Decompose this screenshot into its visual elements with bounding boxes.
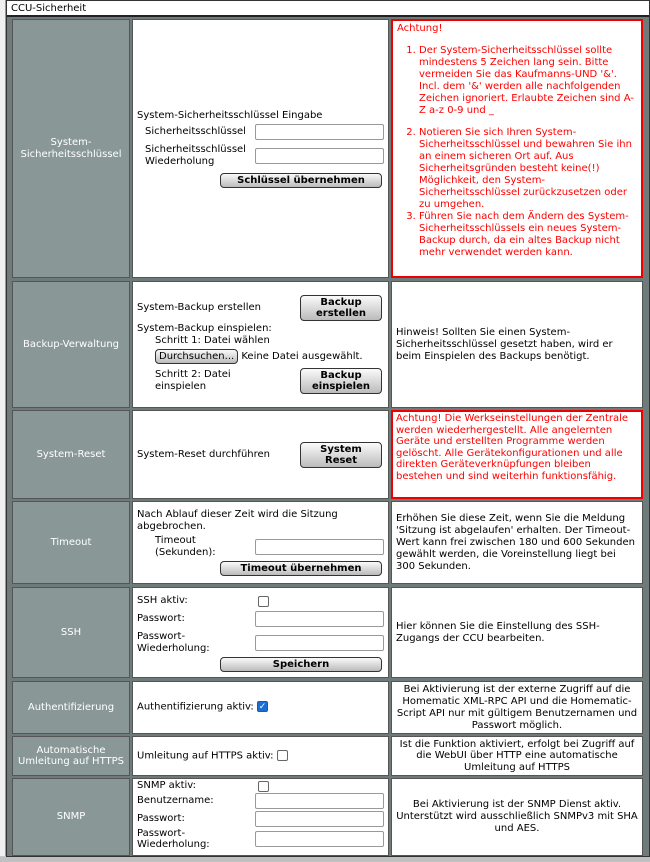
row-label-snmp: SNMP xyxy=(12,778,130,856)
https-form xyxy=(132,736,389,776)
row-label-auth: Authentifizierung xyxy=(12,681,130,734)
snmp-username-label: Benutzername: xyxy=(137,795,214,806)
reset-form xyxy=(132,410,389,499)
timeout-form xyxy=(132,501,389,584)
timeout-label: Timeout (Sekunden): xyxy=(155,535,216,558)
row-label-timeout: Timeout xyxy=(12,501,130,584)
warning-item: 3. Führen Sie nach dem Ändern des System-Sicherheitsschlüssels ein neues System-Backup durch, da ein altes Backup nicht mehr verwendet werden kann. xyxy=(419,211,637,259)
no-file-label: Keine Datei ausgewählt. xyxy=(241,351,363,362)
reset-warning: Achtung! Die Werkseinstellungen der Zentrale werden wiederhergestellt. Alle angelernten Geräte und erstellten Programme werden gelöscht. Alle Gerätekonfigurationen und alle direkten Geräteverknüpfungen bleiben bestehen und sind weiterhin funktionsfähig. xyxy=(391,410,643,499)
key-warning xyxy=(391,19,643,278)
row-label-ssh: SSH xyxy=(12,587,130,678)
backup-form xyxy=(132,281,389,408)
row-label-security-key: System-Sicherheitsschlüssel xyxy=(12,19,130,278)
warning-item: 1. Der System-Sicherheitsschlüssel sollte mindestens 5 Zeichen lang sein. Bitte vermeiden Sie das Kaufmanns-UND '&'. Incl. dem '&' werden alle nachfolgenden Zeichen ignoriert. Erlaubte Zeichen sind A-Z a-z 0-9 und _ xyxy=(419,45,637,117)
snmp-info: Bei Aktivierung ist der SNMP Dienst aktiv. Unterstützt wird ausschließlich SNMPv3 mit SHA und AES. xyxy=(391,778,643,856)
snmp-form xyxy=(132,778,389,856)
auth-info: Bei Aktivierung ist der externe Zugriff auf die Homematic XML-RPC API und die Homematic-Script API nur mit gültigem Benutzernamen und Passwort möglich. xyxy=(391,681,643,734)
warning-item: 2. Notieren Sie sich Ihren System-Sicherheitsschlüssel und bewahren Sie ihn an einem sicheren Ort auf. Aus Sicherheitsgründen besteht keine(!) Möglichkeit, den System-Sicherheitsschlüssel zurückzusetzen oder zu umgehen. xyxy=(419,127,637,211)
timeout-description: Nach Ablauf dieser Zeit wird die Sitzung abgebrochen. xyxy=(137,509,338,532)
snmp-active-label: SNMP aktiv: xyxy=(137,780,197,791)
ssh-info: Hier können Sie die Einstellung des SSH-Zugangs der CCU bearbeiten. xyxy=(391,587,643,678)
snmp-password-label: Passwort: xyxy=(137,813,185,824)
ssh-form xyxy=(132,587,389,678)
save-ssh-button[interactable]: Speichern xyxy=(220,657,382,672)
reset-label: System-Reset durchführen xyxy=(137,448,271,460)
auth-active-label: Authentifizierung aktiv: xyxy=(137,701,254,713)
key-field-label: Sicherheitsschlüssel xyxy=(145,125,246,137)
row-label-reset: System-Reset xyxy=(12,410,130,499)
warning-title: Achtung! xyxy=(397,23,443,34)
key-heading: System-Sicherheitsschlüssel Eingabe xyxy=(137,109,323,121)
https-info: Ist die Funktion aktiviert, erfolgt bei Zugriff auf die WebUI über HTTP eine automatische Umleitung auf HTTPS xyxy=(391,736,643,776)
system-reset-button[interactable]: System Reset xyxy=(300,442,382,468)
auth-form xyxy=(132,681,389,734)
https-active-checkbox[interactable] xyxy=(277,750,288,761)
ssh-password-repeat-label: Passwort-Wiederholung: xyxy=(137,631,210,654)
apply-key-button[interactable]: Schlüssel übernehmen xyxy=(220,173,382,188)
timeout-info: Erhöhen Sie diese Zeit, wenn Sie die Meldung 'Sitzung ist abgelaufen' erhalten. Der Timeout-Wert kann frei zwischen 180 und 600 Sekunden gewählt werden, die Voreinstellung liegt bei 300 Sekunden. xyxy=(391,501,643,584)
snmp-password-repeat-input[interactable] xyxy=(255,831,384,847)
https-active-label: Umleitung auf HTTPS aktiv: xyxy=(137,750,274,762)
restore-label: System-Backup einspielen: xyxy=(137,323,272,334)
snmp-password-input[interactable] xyxy=(255,811,384,827)
apply-timeout-button[interactable]: Timeout übernehmen xyxy=(220,561,382,576)
key-repeat-input[interactable] xyxy=(255,148,384,164)
auth-active-checkbox[interactable]: ✓ xyxy=(258,702,267,713)
timeout-input[interactable] xyxy=(255,539,384,555)
row-label-https: Automatische Umleitung auf HTTPS xyxy=(12,736,130,776)
browse-button[interactable]: Durchsuchen... xyxy=(155,349,238,364)
ssh-active-checkbox[interactable] xyxy=(258,596,269,607)
ssh-password-repeat-input[interactable] xyxy=(255,635,384,651)
create-backup-button[interactable]: Backup erstellen xyxy=(300,295,382,321)
key-input[interactable] xyxy=(255,124,384,140)
snmp-active-checkbox[interactable] xyxy=(258,781,269,792)
horizontal-scrollbar[interactable] xyxy=(0,857,650,862)
snmp-password-repeat-label: Passwort-Wiederholung: xyxy=(137,828,210,850)
restore-backup-button[interactable]: Backup einspielen xyxy=(300,368,382,394)
backup-info: Hinweis! Sollten Sie einen System-Sicherheitsschlüssel gesetzt haben, wird er beim Einspielen des Backups benötigt. xyxy=(391,281,643,408)
create-backup-label: System-Backup erstellen xyxy=(137,302,261,313)
ssh-active-label: SSH aktiv: xyxy=(137,595,188,606)
step2-label: Schritt 2: Datei einspielen xyxy=(155,369,231,392)
snmp-username-input[interactable] xyxy=(255,793,384,809)
key-form xyxy=(132,19,389,278)
dialog-title: CCU-Sicherheit xyxy=(7,1,649,17)
ssh-password-input[interactable] xyxy=(255,611,384,627)
step1-label: Schritt 1: Datei wählen xyxy=(155,335,270,346)
row-label-backup: Backup-Verwaltung xyxy=(12,281,130,408)
ssh-password-label: Passwort: xyxy=(137,613,185,624)
key-repeat-label: Sicherheitsschlüssel Wiederholung xyxy=(145,143,246,167)
